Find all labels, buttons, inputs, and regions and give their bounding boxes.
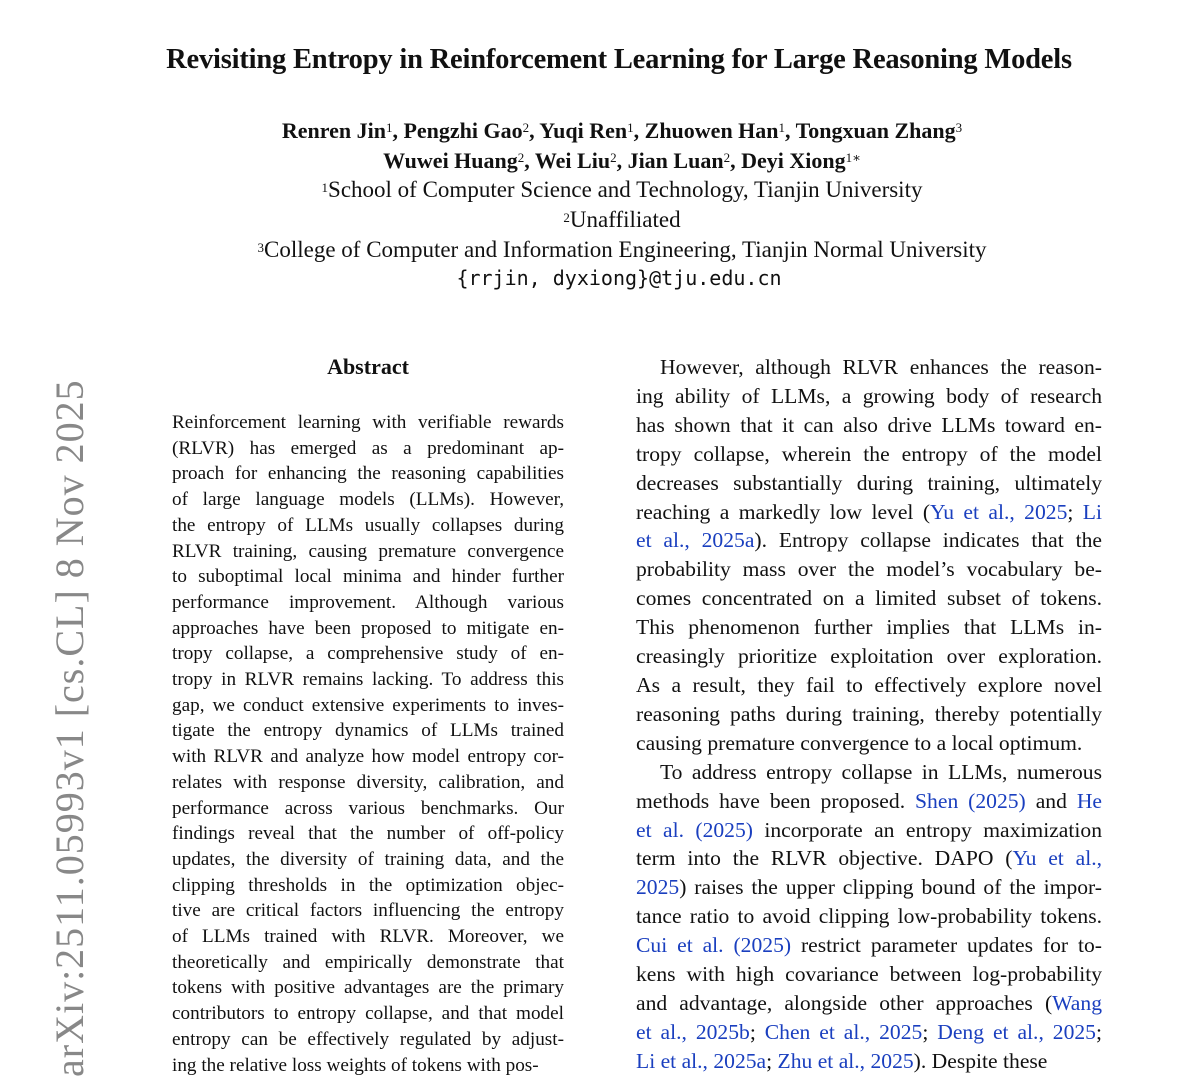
author-line-1 xyxy=(0,116,1200,146)
body-text: ; xyxy=(922,1019,938,1044)
author-separator: , xyxy=(785,118,796,143)
citation-link[interactable]: 2025 xyxy=(636,875,680,900)
body-line xyxy=(636,613,1102,642)
citation-link[interactable]: et al., 2025a xyxy=(636,528,755,553)
body-text: ). Entropy collapse indicates that the xyxy=(754,528,1102,553)
citation-link[interactable]: Li xyxy=(1082,499,1102,524)
abstract-line: performance improvement. Although various xyxy=(172,591,564,613)
abstract-line: tigate the entropy dynamics of LLMs trained xyxy=(172,720,564,742)
body-text: ) raises the upper clipping bound of the impor- xyxy=(679,875,1102,900)
body-text: tropy collapse, wherein the entropy of the model xyxy=(636,441,1102,466)
author-separator: , xyxy=(392,118,404,143)
body-line xyxy=(636,844,1102,873)
body-text: kens with high covariance between log-probability xyxy=(636,962,1102,987)
abstract-line: contributors to entropy collapse, and that model xyxy=(172,1003,564,1025)
author-affiliation-marker: 1∗ xyxy=(845,150,861,165)
author-separator: , xyxy=(529,118,540,143)
abstract-heading: Abstract xyxy=(327,354,409,379)
body-text: ; xyxy=(766,1048,778,1073)
abstract-line: with RLVR and analyze how model entropy cor- xyxy=(172,746,564,768)
citation-link[interactable]: Chen et al., 2025 xyxy=(764,1019,923,1044)
author-affiliation-marker: 2 xyxy=(610,150,617,165)
body-text: reaching a markedly low level ( xyxy=(636,499,931,524)
abstract-line: tokens with positive advantages are the primary xyxy=(172,977,564,999)
body-line xyxy=(636,353,1102,382)
body-text: comes concentrated on a limited subset of tokens. xyxy=(636,586,1102,611)
affiliation-2 xyxy=(0,205,1200,235)
body-text: has shown that it can also drive LLMs toward en- xyxy=(636,412,1102,437)
author-separator: , xyxy=(616,148,628,173)
abstract-line: gap, we conduct extensive experiments to inves- xyxy=(172,694,564,716)
body-text: reasoning paths during training, thereby potentially xyxy=(636,701,1102,726)
author-separator: , xyxy=(730,148,742,173)
citation-link[interactable]: Li et al., 2025a xyxy=(636,1048,767,1073)
body-line xyxy=(636,671,1102,700)
body-line xyxy=(636,700,1102,729)
abstract-line: approaches have been proposed to mitigate en- xyxy=(172,617,564,639)
body-text: ing ability of LLMs, a growing body of research xyxy=(636,383,1102,408)
body-line xyxy=(636,498,1102,527)
abstract-line: theoretically and empirically demonstrate that xyxy=(172,951,564,973)
body-text: restrict parameter updates for to- xyxy=(791,933,1102,958)
citation-link[interactable]: Deng et al., 2025 xyxy=(937,1019,1096,1044)
affiliation-marker: 3 xyxy=(257,240,265,255)
body-text: methods have been proposed. xyxy=(636,788,916,813)
abstract-line: RLVR training, causing premature convergence xyxy=(172,540,564,562)
author-name: Renren Jin xyxy=(281,118,386,143)
author-affiliation-marker: 2 xyxy=(517,150,525,165)
affiliation-3 xyxy=(0,235,1200,265)
author-name: Deyi Xiong xyxy=(741,148,846,173)
abstract-line: tive are critical factors influencing the entropy xyxy=(172,900,564,922)
body-text: causing premature convergence to a local optimum. xyxy=(636,730,1083,755)
body-line xyxy=(636,555,1102,584)
citation-link[interactable]: He xyxy=(1076,788,1103,813)
body-text: probability mass over the model’s vocabulary be- xyxy=(636,557,1102,582)
author-name: Jian Luan xyxy=(627,148,724,173)
abstract-line: to suboptimal local minima and hinder further xyxy=(172,566,564,588)
author-name: Yuqi Ren xyxy=(539,118,628,143)
body-line xyxy=(636,382,1102,411)
abstract-line: relates with response diversity, calibration, and xyxy=(172,771,564,793)
body-text: incorporate an entropy maximization xyxy=(752,817,1102,842)
body-line xyxy=(636,960,1102,989)
abstract-line: the entropy of LLMs usually collapses during xyxy=(172,514,564,536)
body-line xyxy=(636,642,1102,671)
body-text: term into the RLVR objective. DAPO ( xyxy=(636,846,1013,871)
author-name: Wei Liu xyxy=(534,148,611,173)
contact-email: {rrjin, dyxiong}@tju.edu.cn xyxy=(456,266,782,290)
affiliation-1 xyxy=(0,175,1200,205)
body-text: ; xyxy=(749,1019,765,1044)
author-affiliation-marker: 2 xyxy=(723,150,731,165)
body-text: creasingly prioritize exploitation over exploration. xyxy=(636,644,1102,669)
body-text: To address entropy collapse in LLMs, numerous xyxy=(660,759,1102,784)
abstract-line: Reinforcement learning with verifiable rewards xyxy=(172,412,564,433)
abstract-line: tropy collapse, a comprehensive study of en- xyxy=(172,643,564,665)
abstract-line: tropy in RLVR remains lacking. To address this xyxy=(172,669,564,691)
body-text: However, although RLVR enhances the reason- xyxy=(660,355,1102,379)
body-text: ). Despite these xyxy=(913,1048,1048,1073)
citation-link[interactable]: et al. (2025) xyxy=(636,817,753,842)
body-text: This phenomenon further implies that LLMs in- xyxy=(636,615,1102,640)
body-line xyxy=(636,931,1102,960)
citation-link[interactable]: Shen (2025) xyxy=(915,788,1026,813)
author-line-2 xyxy=(0,146,1200,176)
affiliation-marker: 1 xyxy=(321,180,329,195)
body-text: tance ratio to avoid clipping low-probability tokens. xyxy=(636,904,1102,929)
affiliation-text: Unaffiliated xyxy=(569,207,681,232)
abstract-text xyxy=(172,410,564,1078)
body-line xyxy=(636,902,1102,931)
abstract-line: entropy can be effectively regulated by adjust- xyxy=(172,1028,564,1050)
body-text: decreases substantially during training, ultimately xyxy=(636,470,1102,495)
body-line xyxy=(636,873,1102,902)
author-affiliation-marker: 2 xyxy=(522,120,530,135)
author-affiliation-marker: 1 xyxy=(385,120,393,135)
abstract-line: of LLMs trained with RLVR. Moreover, we xyxy=(172,926,564,948)
author-name: Wuwei Huang xyxy=(383,148,518,173)
body-line xyxy=(636,816,1102,845)
body-line xyxy=(636,1018,1102,1047)
author-name: Tongxuan Zhang xyxy=(795,118,956,143)
citation-link[interactable]: Yu et al., 2025 xyxy=(930,499,1068,524)
citation-link[interactable]: Cui et al. (2025) xyxy=(636,933,792,958)
body-line xyxy=(636,729,1102,758)
citation-link[interactable]: Yu et al., xyxy=(1012,846,1102,871)
abstract-line: proach for enhancing the reasoning capabilities xyxy=(172,463,564,485)
paper-title: Revisiting Entropy in Reinforcement Learning for Large Reasoning Models xyxy=(166,44,1072,75)
citation-link[interactable]: et al., 2025b xyxy=(636,1019,750,1044)
body-line xyxy=(636,469,1102,498)
author-list xyxy=(0,116,1200,176)
body-line xyxy=(636,440,1102,469)
intro-body xyxy=(636,353,1102,1076)
citation-link[interactable]: Wang xyxy=(1052,990,1102,1015)
author-name: Pengzhi Gao xyxy=(403,118,523,143)
abstract-line: clipping thresholds in the optimization objec- xyxy=(172,874,564,896)
body-line xyxy=(636,1047,1102,1076)
abstract-line: findings reveal that the number of off-policy xyxy=(172,823,564,845)
abstract-line: (RLVR) has emerged as a predominant ap- xyxy=(172,437,564,459)
affiliation-marker: 2 xyxy=(563,210,570,225)
body-text: ; xyxy=(1095,1019,1102,1044)
author-separator: , xyxy=(524,148,535,173)
body-line xyxy=(636,584,1102,613)
abstract-line: ing the relative loss weights of tokens with pos- xyxy=(172,1054,539,1076)
body-line xyxy=(636,758,1102,787)
body-line xyxy=(636,787,1102,816)
author-separator: , xyxy=(633,118,645,143)
body-line xyxy=(636,989,1102,1018)
body-text: and advantage, alongside other approaches ( xyxy=(636,990,1053,1015)
author-affiliation-marker: 1 xyxy=(627,120,634,135)
arxiv-stamp: arXiv:2511.05993v1 [cs.CL] 8 Nov 2025 xyxy=(47,379,92,1077)
body-text: and xyxy=(1025,788,1077,813)
body-text: ; xyxy=(1067,499,1083,524)
abstract-line: performance across various benchmarks. Our xyxy=(172,797,564,819)
body-line xyxy=(636,526,1102,555)
author-name: Zhuowen Han xyxy=(644,118,779,143)
affiliation-text: School of Computer Science and Technology, Tianjin University xyxy=(328,177,923,202)
abstract-line: of large language models (LLMs). However, xyxy=(172,489,564,511)
author-affiliation-marker: 1 xyxy=(778,120,786,135)
citation-link[interactable]: Zhu et al., 2025 xyxy=(777,1048,914,1073)
author-affiliation-marker: 3 xyxy=(955,120,963,135)
body-text: As a result, they fail to effectively explore novel xyxy=(636,672,1102,697)
affiliation-text: College of Computer and Information Engineering, Tianjin Normal University xyxy=(264,237,987,262)
abstract-line: updates, the diversity of training data, and the xyxy=(172,848,564,870)
body-line xyxy=(636,411,1102,440)
